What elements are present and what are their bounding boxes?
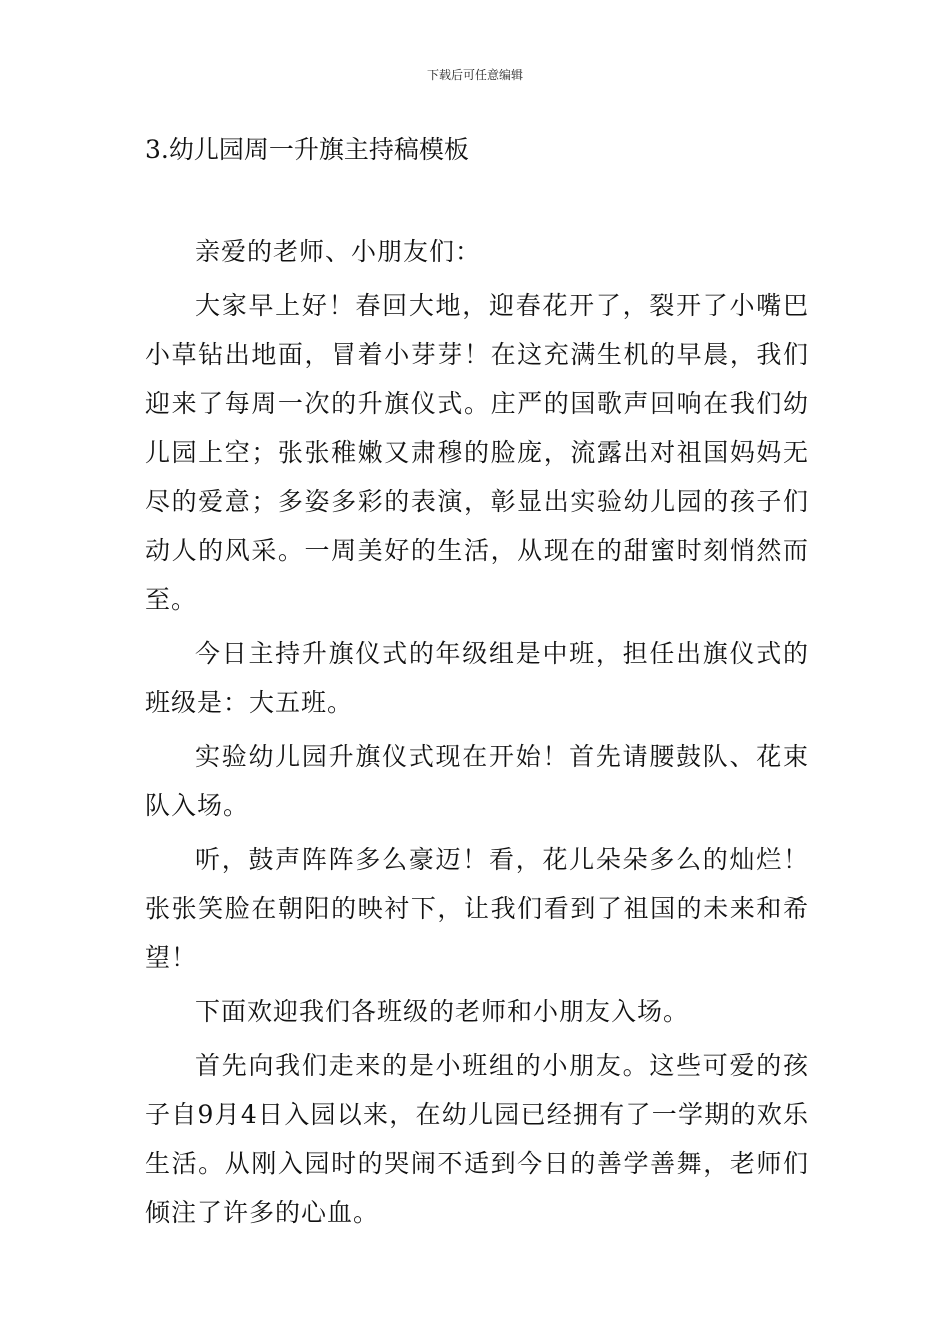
page-header: 下载后可任意编辑 [426, 68, 523, 82]
paragraph-host-class: 今日主持升旗仪式的年级组是中班，担任出旗仪式的班级是：大五班。 [145, 639, 809, 717]
paragraph-drum-team: 听，鼓声阵阵多么豪迈！看，花儿朵朵多么的灿烂！张张笑脸在朝阳的映衬下，让我们看到了祖国的未来和希望！ [145, 845, 809, 972]
paragraph-opening: 大家早上好！春回大地，迎春花开了，裂开了小嘴巴小草钻出地面，冒着小芽芽！在这充满生机的早晨，我们迎来了每周一次的升旗仪式。庄严的国歌声回响在我们幼儿园上空；张张稚嫩又肃穆的脸庞，流露出对祖国妈妈无尽的爱意；多姿多彩的表演，彰显出实验幼儿园的孩子们动人的风采。一周美好的生活，从现在的甜蜜时刻悄然而至。 [145, 291, 809, 614]
paragraph-ceremony-start: 实验幼儿园升旗仪式现在开始！首先请腰鼓队、花束队入场。 [145, 742, 809, 820]
document-body [145, 227, 809, 1242]
paragraph-small-class: 首先向我们走来的是小班组的小朋友。这些可爱的孩子自9月4日入园以来，在幼儿园已经拥有了一学期的欢乐生活。从刚入园时的哭闹不适到今日的善学善舞，老师们倾注了许多的心血。 [145, 1051, 809, 1227]
document-title: 3.幼儿园周一升旗主持稿模板 [145, 135, 469, 164]
paragraph-greeting: 亲爱的老师、小朋友们： [195, 237, 482, 266]
paragraph-welcome: 下面欢迎我们各班级的老师和小朋友入场。 [195, 997, 690, 1026]
